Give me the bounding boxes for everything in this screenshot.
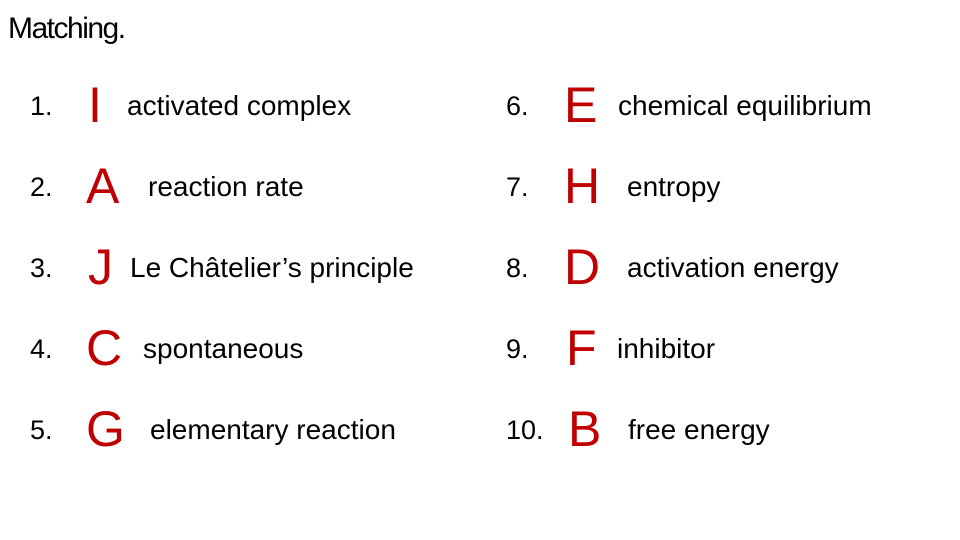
answer-letter: B bbox=[568, 401, 602, 457]
item-number: 6. bbox=[506, 91, 529, 121]
item-number: 9. bbox=[506, 334, 529, 364]
term-label: activated complex bbox=[127, 90, 352, 121]
answer-letter: D bbox=[564, 239, 601, 295]
answer-letter: J bbox=[88, 239, 113, 295]
answer-letter: I bbox=[88, 77, 102, 133]
term-label: activation energy bbox=[627, 252, 839, 283]
answer-letter: C bbox=[86, 320, 123, 376]
term-label: reaction rate bbox=[148, 171, 304, 202]
item-number: 7. bbox=[506, 172, 529, 202]
item-number: 1. bbox=[30, 91, 53, 121]
answer-letter: E bbox=[564, 77, 598, 133]
term-label: inhibitor bbox=[617, 333, 716, 364]
term-label: chemical equilibrium bbox=[618, 90, 872, 121]
term-label: Le Châtelier’s principle bbox=[130, 252, 414, 283]
page-title: Matching. bbox=[8, 12, 125, 45]
answer-letter: F bbox=[566, 320, 597, 376]
item-number: 8. bbox=[506, 253, 529, 283]
term-label: free energy bbox=[628, 414, 770, 445]
term-label: elementary reaction bbox=[150, 414, 396, 445]
term-label: entropy bbox=[627, 171, 721, 202]
item-number: 2. bbox=[30, 172, 53, 202]
answer-letter: A bbox=[86, 158, 120, 214]
item-number: 3. bbox=[30, 253, 53, 283]
item-number: 4. bbox=[30, 334, 53, 364]
answer-letter: G bbox=[86, 401, 125, 457]
item-number: 10. bbox=[506, 415, 544, 445]
answer-letter: H bbox=[564, 158, 601, 214]
item-number: 5. bbox=[30, 415, 53, 445]
term-label: spontaneous bbox=[143, 333, 304, 364]
